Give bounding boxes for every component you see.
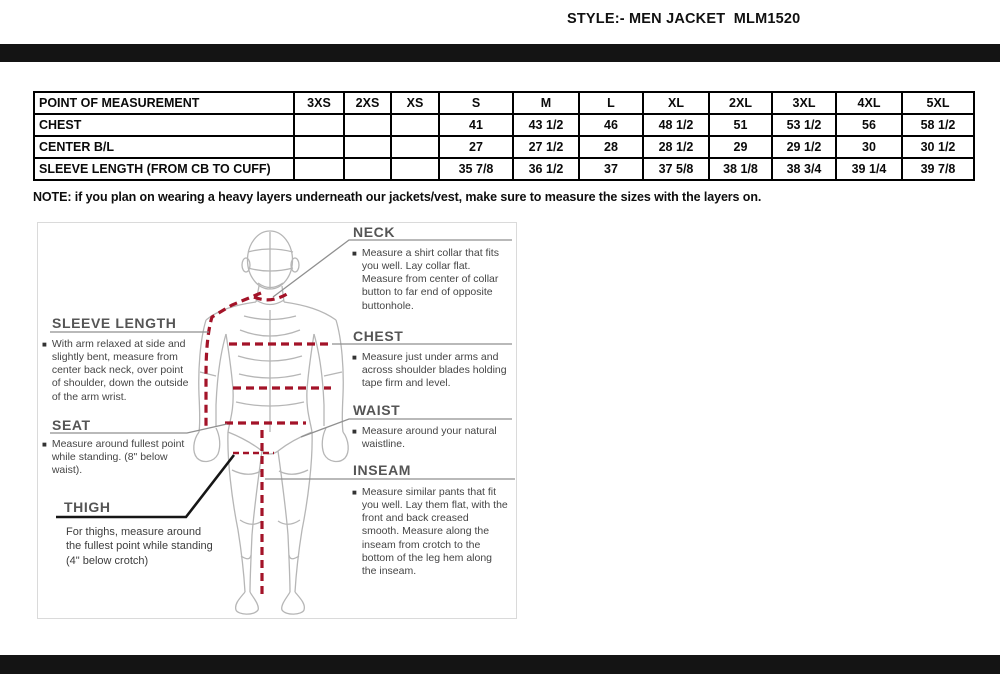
column-header: L bbox=[579, 92, 643, 114]
column-header: 4XL bbox=[836, 92, 902, 114]
column-header: M bbox=[513, 92, 579, 114]
size-cell: 30 bbox=[836, 136, 902, 158]
size-cell: 58 1/2 bbox=[902, 114, 974, 136]
size-cell: 53 1/2 bbox=[772, 114, 836, 136]
size-cell: 27 1/2 bbox=[513, 136, 579, 158]
column-header: 2XL bbox=[709, 92, 772, 114]
size-cell: 27 bbox=[439, 136, 513, 158]
bullet-icon: ■ bbox=[352, 427, 357, 436]
size-cell: 36 1/2 bbox=[513, 158, 579, 180]
page-title: STYLE:- MEN JACKET MLM1520 bbox=[567, 11, 801, 27]
size-cell: 38 3/4 bbox=[772, 158, 836, 180]
size-cell: 29 1/2 bbox=[772, 136, 836, 158]
label-sleeve-length: SLEEVE LENGTH bbox=[52, 315, 177, 331]
desc-waist: ■ Measure around your natural waistline. bbox=[352, 425, 497, 451]
sleeve-measure-line bbox=[206, 293, 261, 430]
column-header: XS bbox=[391, 92, 439, 114]
label-neck: NECK bbox=[353, 224, 396, 240]
label-seat: SEAT bbox=[52, 417, 91, 433]
bullet-icon: ■ bbox=[42, 440, 47, 449]
size-cell: 37 5/8 bbox=[643, 158, 709, 180]
size-cell: 30 1/2 bbox=[902, 136, 974, 158]
column-header: XL bbox=[643, 92, 709, 114]
size-cell: 56 bbox=[836, 114, 902, 136]
column-header: POINT OF MEASUREMENT bbox=[34, 92, 294, 114]
row-label: CENTER B/L bbox=[34, 136, 294, 158]
size-cell: 43 1/2 bbox=[513, 114, 579, 136]
size-cell: 38 1/8 bbox=[709, 158, 772, 180]
row-label: CHEST bbox=[34, 114, 294, 136]
bullet-icon: ■ bbox=[352, 488, 357, 497]
desc-chest: ■ Measure just under arms and across shoulder blades holding tape firm and level. bbox=[352, 351, 507, 390]
size-cell: 29 bbox=[709, 136, 772, 158]
size-cell: 48 1/2 bbox=[643, 114, 709, 136]
desc-thigh: For thighs, measure around the fullest point while standing (4" below crotch) bbox=[66, 526, 213, 567]
column-header: 3XS bbox=[294, 92, 344, 114]
label-waist: WAIST bbox=[353, 402, 401, 418]
size-cell: 39 1/4 bbox=[836, 158, 902, 180]
column-header: 5XL bbox=[902, 92, 974, 114]
size-cell: 51 bbox=[709, 114, 772, 136]
row-label: SLEEVE LENGTH (FROM CB TO CUFF) bbox=[34, 158, 294, 180]
column-header: 2XS bbox=[344, 92, 391, 114]
note-text: NOTE: if you plan on wearing a heavy layers underneath our jackets/vest, make sure to measure the sizes with the layers on. bbox=[33, 190, 762, 204]
label-inseam: INSEAM bbox=[353, 462, 412, 478]
desc-inseam: ■ Measure similar pants that fit you well. Lay them flat, with the front and back creased smooth. Measure along the inseam from crotch to the bottom of the leg hem along the inseam. bbox=[352, 486, 508, 577]
bullet-icon: ■ bbox=[352, 249, 357, 258]
size-cell: 37 bbox=[579, 158, 643, 180]
bullet-icon: ■ bbox=[352, 353, 357, 362]
label-thigh: THIGH bbox=[64, 499, 111, 515]
desc-sleeve-length: ■ With arm relaxed at side and slightly bent, measure from center back neck, over point of shoulder, down the outside of the arm wrist. bbox=[42, 338, 189, 403]
column-header: 3XL bbox=[772, 92, 836, 114]
bullet-icon: ■ bbox=[42, 340, 47, 349]
size-cell: 46 bbox=[579, 114, 643, 136]
size-cell: 28 bbox=[579, 136, 643, 158]
size-cell: 28 1/2 bbox=[643, 136, 709, 158]
desc-neck: ■ Measure a shirt collar that fits you well. Lay collar flat. Measure from center of collar button to far end of opposite buttonhole. bbox=[352, 247, 499, 312]
label-chest: CHEST bbox=[353, 328, 404, 344]
size-cell: 35 7/8 bbox=[439, 158, 513, 180]
size-cell: 39 7/8 bbox=[902, 158, 974, 180]
size-cell: 41 bbox=[439, 114, 513, 136]
column-header: S bbox=[439, 92, 513, 114]
desc-seat: ■ Measure around fullest point while standing. (8" below waist). bbox=[42, 438, 185, 477]
